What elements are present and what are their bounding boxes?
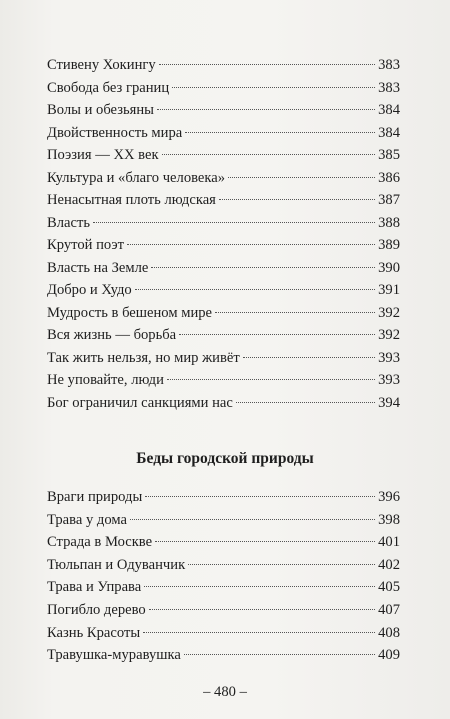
toc-entry-page: 393 bbox=[378, 349, 400, 366]
toc-leader-dots bbox=[185, 132, 375, 133]
toc-entry-page: 408 bbox=[378, 624, 400, 641]
toc-leader-dots bbox=[145, 496, 375, 497]
toc-list-part-1 bbox=[47, 54, 400, 414]
toc-leader-dots bbox=[228, 177, 375, 178]
toc-entry bbox=[47, 599, 400, 622]
toc-entry-title: Казнь Красоты bbox=[47, 624, 141, 641]
toc-leader-dots bbox=[157, 109, 375, 110]
toc-entry bbox=[47, 369, 400, 392]
toc-entry bbox=[47, 486, 400, 509]
toc-entry-title: Свобода без границ bbox=[47, 79, 170, 96]
toc-entry-title: Двойственность мира bbox=[47, 124, 183, 141]
toc-leader-dots bbox=[155, 541, 375, 542]
toc-entry-title: Стивену Хокингу bbox=[47, 57, 156, 73]
toc-leader-dots bbox=[135, 289, 375, 290]
toc-leader-dots bbox=[93, 222, 375, 223]
toc-entry-title: Власть на Земле bbox=[47, 259, 149, 276]
toc-entry-page: 401 bbox=[378, 534, 400, 551]
toc-entry-title: Культура и «благо человека» bbox=[47, 169, 226, 186]
toc-entry-page: 384 bbox=[378, 124, 400, 141]
toc-entry-title: Трава у дома bbox=[47, 511, 127, 528]
toc-entry bbox=[47, 302, 400, 325]
toc-leader-dots bbox=[143, 632, 375, 633]
toc-leader-dots bbox=[167, 379, 375, 380]
toc-entry-title: Так жить нельзя, но мир живёт bbox=[47, 349, 240, 366]
toc-leader-dots bbox=[236, 402, 375, 403]
toc-leader-dots bbox=[188, 564, 375, 565]
toc-entry-page: 392 bbox=[378, 327, 400, 343]
page-number: – 480 – bbox=[203, 684, 247, 700]
toc-entry-title: Добро и Худо bbox=[47, 282, 132, 298]
toc-entry-page: 383 bbox=[378, 57, 400, 73]
toc-entry bbox=[47, 324, 400, 347]
toc-entry-title: Бог ограничил санкциями нас bbox=[47, 394, 233, 411]
toc-entry bbox=[47, 531, 400, 554]
toc-leader-dots bbox=[159, 64, 375, 65]
section-heading: Беды городской природы bbox=[136, 450, 314, 467]
toc-entry-page: 385 bbox=[378, 147, 400, 163]
toc-entry bbox=[47, 392, 400, 415]
toc-entry-title: Волы и обезьяны bbox=[47, 102, 154, 118]
toc-entry-page: 390 bbox=[378, 259, 400, 276]
toc-leader-dots bbox=[172, 87, 375, 88]
toc-entry bbox=[47, 622, 400, 645]
toc-entry bbox=[47, 554, 400, 577]
toc-entry-page: 405 bbox=[378, 579, 400, 596]
toc-entry-page: 383 bbox=[378, 79, 400, 96]
toc-entry-page: 391 bbox=[378, 282, 400, 298]
toc-entry-title: Вся жизнь — борьба bbox=[47, 327, 177, 343]
toc-entry-page: 398 bbox=[378, 511, 400, 528]
toc-list-part-2 bbox=[47, 486, 400, 667]
toc-entry-title: Тюльпан и Одуванчик bbox=[47, 556, 186, 573]
toc-entry bbox=[47, 212, 400, 235]
toc-entry-page: 387 bbox=[378, 192, 400, 208]
toc-entry-title: Мудрость в бешеном мире bbox=[47, 304, 213, 321]
toc-entry bbox=[47, 77, 400, 100]
toc-entry bbox=[47, 509, 400, 532]
toc-entry-page: 396 bbox=[378, 489, 400, 505]
toc-entry bbox=[47, 644, 400, 667]
toc-entry-title: Ненасытная плоть людская bbox=[47, 192, 216, 208]
toc-entry-title: Трава и Управа bbox=[47, 579, 142, 596]
toc-entry bbox=[47, 189, 400, 212]
toc-entry-title: Травушка-муравушка bbox=[47, 647, 181, 664]
toc-entry-page: 409 bbox=[378, 647, 400, 664]
toc-entry bbox=[47, 99, 400, 122]
toc-leader-dots bbox=[149, 609, 375, 610]
toc-entry bbox=[47, 576, 400, 599]
toc-entry-title: Страда в Москве bbox=[47, 534, 153, 551]
toc-leader-dots bbox=[179, 334, 375, 335]
toc-entry-page: 394 bbox=[378, 394, 400, 411]
toc-leader-dots bbox=[130, 519, 375, 520]
toc-entry-page: 402 bbox=[378, 556, 400, 573]
toc-entry bbox=[47, 122, 400, 145]
toc-leader-dots bbox=[127, 244, 375, 245]
toc-entry-title: Крутой поэт bbox=[47, 237, 125, 253]
toc-entry-page: 386 bbox=[378, 169, 400, 186]
toc-entry-title: Погибло дерево bbox=[47, 601, 146, 618]
toc-leader-dots bbox=[151, 267, 375, 268]
toc-leader-dots bbox=[184, 654, 375, 655]
toc-entry bbox=[47, 144, 400, 167]
toc-entry-page: 407 bbox=[378, 601, 400, 618]
toc-entry-title: Поэзия — XX век bbox=[47, 147, 159, 163]
toc-entry bbox=[47, 167, 400, 190]
toc-entry bbox=[47, 279, 400, 302]
toc-leader-dots bbox=[243, 357, 375, 358]
toc-entry-title: Не уповайте, люди bbox=[47, 372, 164, 388]
toc-entry bbox=[47, 347, 400, 370]
toc-entry-title: Власть bbox=[47, 214, 91, 231]
toc-entry bbox=[47, 234, 400, 257]
toc-leader-dots bbox=[144, 586, 375, 587]
toc-entry bbox=[47, 257, 400, 280]
toc-leader-dots bbox=[219, 199, 375, 200]
toc-leader-dots bbox=[162, 154, 376, 155]
toc-entry-page: 389 bbox=[378, 237, 400, 253]
toc-entry-page: 392 bbox=[378, 304, 400, 321]
toc-entry-page: 393 bbox=[378, 372, 400, 388]
toc-leader-dots bbox=[215, 312, 375, 313]
toc-entry-title: Враги природы bbox=[47, 489, 143, 505]
toc-entry bbox=[47, 54, 400, 77]
toc-entry-page: 388 bbox=[378, 214, 400, 231]
toc-entry-page: 384 bbox=[378, 102, 400, 118]
